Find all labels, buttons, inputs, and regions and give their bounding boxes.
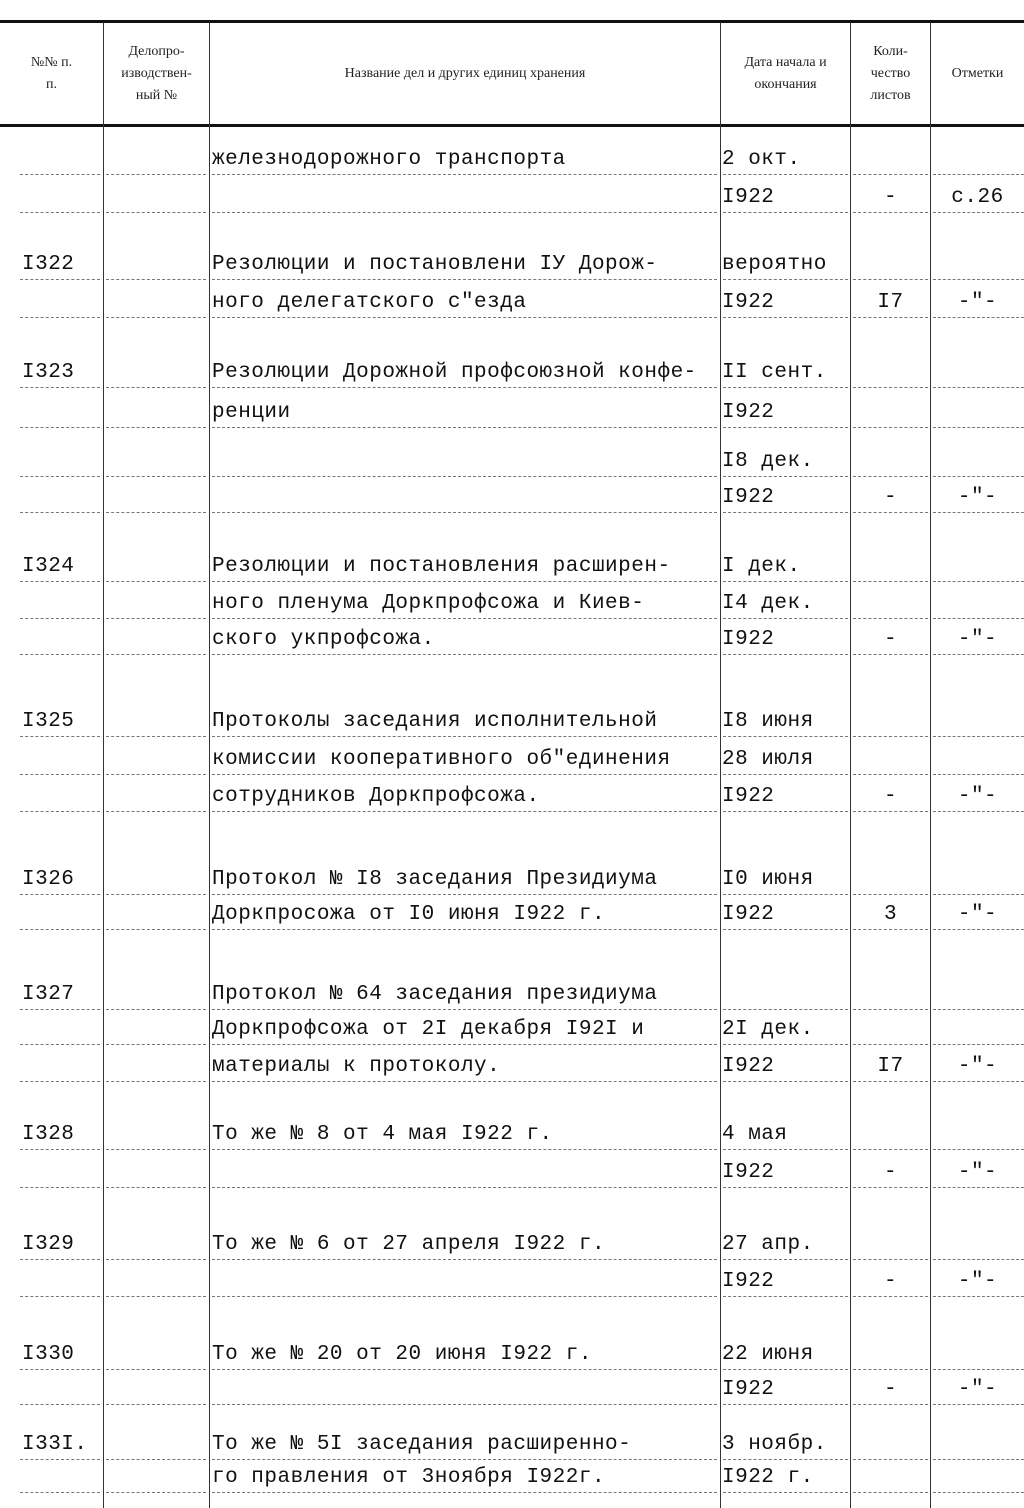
ruled-line [212, 1081, 717, 1082]
ruled-line [212, 427, 717, 428]
ruled-line [106, 1296, 206, 1297]
ruled-line [933, 1081, 1024, 1082]
header-dates: Дата начала и окончания [744, 55, 827, 92]
ruled-line [106, 317, 206, 318]
item-sheets: - [883, 186, 898, 209]
ruled-line [212, 736, 717, 737]
item-date: 2 окт. [722, 148, 801, 171]
item-title: ского укпрофсожа. [212, 628, 435, 651]
item-title: То же № 6 от 27 апреля I922 г. [212, 1233, 606, 1256]
ruled-line [106, 811, 206, 812]
item-notes: -"- [957, 1378, 998, 1401]
item-title: ного делегатского с"езда [212, 291, 527, 314]
ruled-line [106, 212, 206, 213]
column-divider [209, 22, 210, 1508]
ruled-line [20, 317, 100, 318]
ruled-line [20, 736, 100, 737]
item-number: I326 [22, 868, 75, 891]
item-date: 27 апр. [722, 1233, 814, 1256]
item-date: 3 ноябр. [722, 1433, 827, 1456]
ruled-line [212, 1459, 717, 1460]
ruled-line [933, 581, 1024, 582]
ruled-line [20, 1149, 100, 1150]
ruled-line [933, 387, 1024, 388]
ruled-line [723, 387, 848, 388]
ruled-line [212, 1404, 717, 1405]
ruled-line [723, 212, 848, 213]
item-date: 2I дек. [722, 1018, 814, 1041]
ruled-line [20, 512, 100, 513]
item-notes: -"- [957, 486, 998, 509]
ruled-line [933, 317, 1024, 318]
ruled-line [723, 774, 848, 775]
ruled-line [20, 427, 100, 428]
ruled-line [106, 1187, 206, 1188]
ruled-line [933, 1459, 1024, 1460]
ruled-line [20, 1081, 100, 1082]
ruled-line [933, 1259, 1024, 1260]
item-title: Протокол № I8 заседания Президиума [212, 868, 658, 891]
ruled-line [212, 1259, 717, 1260]
ruled-line [106, 1404, 206, 1405]
ruled-line [933, 654, 1024, 655]
item-number: I323 [22, 361, 75, 384]
ruled-line [933, 894, 1024, 895]
ruled-line [853, 1369, 928, 1370]
item-notes: -"- [957, 291, 998, 314]
item-title: То же № 8 от 4 мая I922 г. [212, 1123, 553, 1146]
item-sheets: - [883, 785, 898, 808]
ruled-line [212, 929, 717, 930]
header-number: №№ п. п. [30, 55, 73, 92]
ruled-line [212, 811, 717, 812]
ruled-line [723, 1081, 848, 1082]
ruled-line [20, 1492, 100, 1493]
column-divider [103, 22, 104, 1508]
item-date: I8 дек. [722, 450, 814, 473]
ruled-line [106, 1044, 206, 1045]
ruled-line [723, 427, 848, 428]
ruled-line [853, 427, 928, 428]
ruled-line [20, 476, 100, 477]
ruled-line [212, 1044, 717, 1045]
ruled-line [933, 929, 1024, 930]
ruled-line [853, 387, 928, 388]
ruled-line [723, 1296, 848, 1297]
ruled-line [723, 618, 848, 619]
ruled-line [723, 736, 848, 737]
ruled-line [723, 1044, 848, 1045]
ruled-line [212, 1009, 717, 1010]
item-notes: -"- [957, 1055, 998, 1078]
item-title: Резолюции и постановлени IУ Дорож- [212, 253, 658, 276]
ruled-line [853, 317, 928, 318]
item-title: материалы к протоколу. [212, 1055, 501, 1078]
ruled-line [723, 1369, 848, 1370]
ruled-line [20, 1296, 100, 1297]
item-sheets: - [883, 628, 898, 651]
item-date: I922 [722, 903, 775, 926]
ruled-line [723, 512, 848, 513]
item-notes: -"- [957, 628, 998, 651]
ruled-line [20, 929, 100, 930]
item-number: I327 [22, 983, 75, 1006]
ruled-line [933, 1404, 1024, 1405]
item-sheets: - [883, 1378, 898, 1401]
header-bottom-border [0, 124, 1024, 127]
ruled-line [933, 1296, 1024, 1297]
item-number: I330 [22, 1343, 75, 1366]
ruled-line [853, 774, 928, 775]
item-notes: -"- [957, 785, 998, 808]
ruled-line [212, 654, 717, 655]
ruled-line [723, 1492, 848, 1493]
ruled-line [853, 618, 928, 619]
item-sheets: 3 [883, 903, 898, 926]
header-sheets: Коли-чество листов [870, 44, 911, 103]
ruled-line [212, 387, 717, 388]
item-date: I922 [722, 186, 775, 209]
ruled-line [853, 1492, 928, 1493]
ruled-line [933, 212, 1024, 213]
ruled-line [106, 387, 206, 388]
item-sheets: I7 [877, 291, 904, 314]
ruled-line [106, 618, 206, 619]
item-date: I922 г. [722, 1466, 814, 1489]
item-notes: -"- [957, 1161, 998, 1184]
header-title: Название дел и других единиц хранения [344, 66, 586, 81]
item-date: 4 мая [722, 1123, 788, 1146]
item-title: Доркпросожа от I0 июня I922 г. [212, 903, 606, 926]
ruled-line [106, 174, 206, 175]
ruled-line [933, 811, 1024, 812]
ruled-line [212, 174, 717, 175]
ruled-line [723, 581, 848, 582]
ruled-line [212, 1149, 717, 1150]
item-sheets: - [883, 1161, 898, 1184]
ruled-line [723, 929, 848, 930]
ruled-line [20, 174, 100, 175]
ruled-line [20, 618, 100, 619]
ruled-line [212, 1492, 717, 1493]
ruled-line [20, 811, 100, 812]
item-notes: -"- [957, 1270, 998, 1293]
item-date: I922 [722, 1270, 775, 1293]
ruled-line [723, 174, 848, 175]
ruled-line [723, 317, 848, 318]
item-date: I0 июня [722, 868, 814, 891]
ruled-line [20, 1459, 100, 1460]
ruled-line [106, 1369, 206, 1370]
ruled-line [20, 774, 100, 775]
ruled-line [853, 512, 928, 513]
ruled-line [212, 279, 717, 280]
ruled-line [106, 1259, 206, 1260]
ruled-line [212, 476, 717, 477]
item-title: Резолюции и постановления расширен- [212, 555, 671, 578]
ruled-line [212, 581, 717, 582]
ruled-line [106, 476, 206, 477]
ruled-line [20, 1044, 100, 1045]
ruled-line [853, 1081, 928, 1082]
ruled-line [853, 279, 928, 280]
item-sheets: - [883, 486, 898, 509]
item-number: I328 [22, 1123, 75, 1146]
ruled-line [933, 1009, 1024, 1010]
ruled-line [106, 1081, 206, 1082]
ruled-line [212, 512, 717, 513]
item-date: 28 июля [722, 748, 814, 771]
ruled-line [106, 1009, 206, 1010]
item-title: ренции [212, 401, 291, 424]
item-date: I922 [722, 628, 775, 651]
ruled-line [106, 929, 206, 930]
ruled-line [106, 774, 206, 775]
item-title: железнодорожного транспорта [212, 148, 566, 171]
ruled-line [106, 894, 206, 895]
item-date: I922 [722, 1378, 775, 1401]
item-notes: -"- [957, 903, 998, 926]
ruled-line [20, 1404, 100, 1405]
ruled-line [933, 1187, 1024, 1188]
ruled-line [853, 581, 928, 582]
item-date: I4 дек. [722, 592, 814, 615]
item-date: вероятно [722, 253, 827, 276]
ruled-line [853, 654, 928, 655]
ruled-line [723, 1187, 848, 1188]
ruled-line [853, 476, 928, 477]
ruled-line [933, 618, 1024, 619]
ruled-line [853, 1459, 928, 1460]
ruled-line [20, 279, 100, 280]
ruled-line [106, 736, 206, 737]
item-title: комиссии кооперативного об"единения [212, 748, 671, 771]
ruled-line [20, 212, 100, 213]
item-number: I329 [22, 1233, 75, 1256]
item-date: I8 июня [722, 710, 814, 733]
item-date: I922 [722, 486, 775, 509]
item-number: I33I. [22, 1433, 88, 1456]
ruled-line [853, 1149, 928, 1150]
item-date: I922 [722, 1055, 775, 1078]
item-title: го правления от 3ноября I922г. [212, 1466, 606, 1489]
ruled-line [853, 1187, 928, 1188]
ruled-line [212, 618, 717, 619]
item-date: I дек. [722, 555, 801, 578]
ruled-line [723, 1404, 848, 1405]
ruled-line [853, 894, 928, 895]
item-title: То же № 20 от 20 июня I922 г. [212, 1343, 592, 1366]
ruled-line [853, 736, 928, 737]
ruled-line [723, 279, 848, 280]
item-title: То же № 5I заседания расширенно- [212, 1433, 632, 1456]
ruled-line [106, 1459, 206, 1460]
ruled-line [723, 1259, 848, 1260]
item-sheets: I7 [877, 1055, 904, 1078]
item-title: ного пленума Доркпрофсожа и Киев- [212, 592, 645, 615]
ruled-line [933, 1044, 1024, 1045]
item-title: Резолюции Дорожной профсоюзной конфе- [212, 361, 697, 384]
item-sheets: - [883, 1270, 898, 1293]
ruled-line [853, 1044, 928, 1045]
ruled-line [723, 1149, 848, 1150]
item-number: I325 [22, 710, 75, 733]
ruled-line [853, 1009, 928, 1010]
item-title: сотрудников Доркпрофсожа. [212, 785, 540, 808]
column-divider [720, 22, 721, 1508]
ruled-line [106, 512, 206, 513]
ruled-line [106, 427, 206, 428]
header-top-border [0, 20, 1024, 23]
header-notes: Отметки [951, 66, 1004, 81]
ruled-line [723, 476, 848, 477]
item-title: Доркпрофсожа от 2I декабря I92I и [212, 1018, 645, 1041]
ruled-line [853, 174, 928, 175]
ruled-line [723, 894, 848, 895]
ruled-line [933, 1149, 1024, 1150]
ruled-line [20, 387, 100, 388]
ruled-line [933, 279, 1024, 280]
ruled-line [853, 811, 928, 812]
item-date: I922 [722, 401, 775, 424]
ruled-line [723, 1009, 848, 1010]
ruled-line [212, 894, 717, 895]
ruled-line [853, 1404, 928, 1405]
ruled-line [853, 1296, 928, 1297]
item-title: Протоколы заседания исполнительной [212, 710, 658, 733]
ruled-line [106, 581, 206, 582]
ruled-line [723, 1459, 848, 1460]
item-date: I922 [722, 785, 775, 808]
ruled-line [20, 1369, 100, 1370]
ruled-line [20, 654, 100, 655]
item-date: II сент. [722, 361, 827, 384]
ruled-line [20, 1009, 100, 1010]
ruled-line [106, 1149, 206, 1150]
ruled-line [212, 317, 717, 318]
item-date: I922 [722, 291, 775, 314]
ruled-line [933, 476, 1024, 477]
ruled-line [933, 427, 1024, 428]
ruled-line [853, 929, 928, 930]
ruled-line [106, 654, 206, 655]
item-number: I322 [22, 253, 75, 276]
ruled-line [212, 1369, 717, 1370]
ruled-line [723, 654, 848, 655]
ruled-line [853, 1259, 928, 1260]
ruled-line [933, 1492, 1024, 1493]
ruled-line [20, 1259, 100, 1260]
ruled-line [20, 581, 100, 582]
ruled-line [106, 1492, 206, 1493]
item-number: I324 [22, 555, 75, 578]
ruled-line [933, 1369, 1024, 1370]
ruled-line [933, 774, 1024, 775]
ruled-line [20, 1187, 100, 1188]
ruled-line [20, 894, 100, 895]
item-notes: с.26 [951, 186, 1004, 209]
item-title: Протокол № 64 заседания президиума [212, 983, 658, 1006]
ruled-line [106, 279, 206, 280]
ruled-line [212, 212, 717, 213]
ruled-line [933, 736, 1024, 737]
ruled-line [933, 512, 1024, 513]
ruled-line [212, 1187, 717, 1188]
ruled-line [723, 811, 848, 812]
item-date: I922 [722, 1161, 775, 1184]
header-office-number: Делопро-изводствен-ный № [121, 44, 192, 103]
ruled-line [212, 1296, 717, 1297]
ruled-line [853, 212, 928, 213]
ruled-line [933, 174, 1024, 175]
item-date: 22 июня [722, 1343, 814, 1366]
ruled-line [212, 774, 717, 775]
